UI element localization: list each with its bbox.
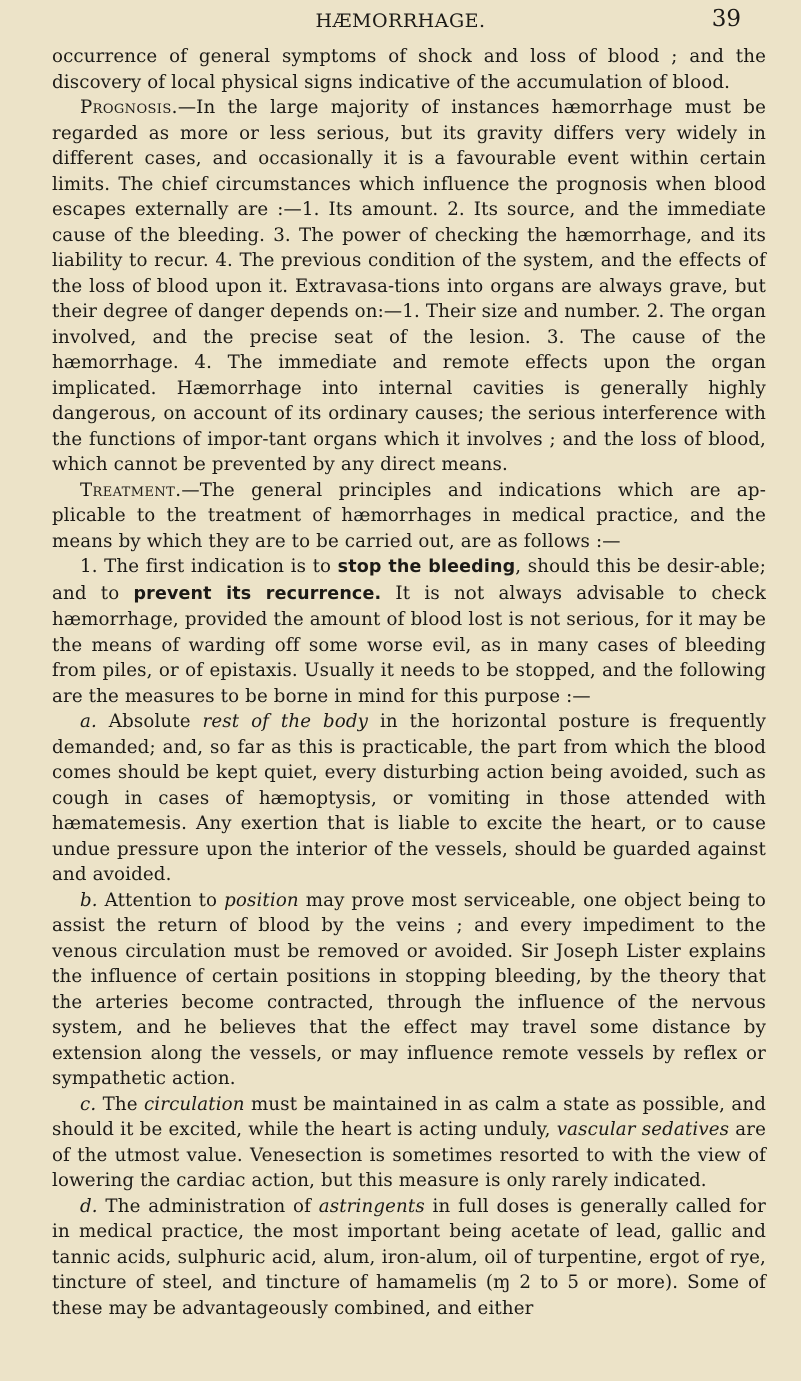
page-number: 39 xyxy=(711,6,741,32)
item-label-a: a. xyxy=(80,711,97,732)
paragraph-item-a xyxy=(52,709,766,888)
paragraph-text: in full doses is generally called for in medical practice, the most important being acetate of lead, gallic and tannic acids, sulphuric acid, alum, iron-alum, oil of turpentine, ergot of rye, tincture of steel, and tincture of hamamelis (ɱ 2 to 5 or more). Some of these may be advantageously combined, and either xyxy=(52,1195,766,1319)
italic-term: rest of the body xyxy=(202,711,369,732)
section-label-prognosis: Prognosis. xyxy=(80,97,178,118)
item-label-c: c. xyxy=(80,1093,97,1115)
paragraph-indication-1 xyxy=(52,554,766,709)
paragraph-text: must be maintained in as calm a state as possible, and should it be excited, while the heart is acting unduly, xyxy=(52,1093,766,1140)
paragraph-text: in the horizontal posture is frequently demanded; and, so far as this is practicable, the part from which the blood comes should be kept quiet, every disturbing action being avoided, such as cough in cases of hæmoptysis, or vomiting in those attended with hæmatemesis. Any exertion that is liable to excite the heart, or to cause undue pressure upon the interior of the vessels, should be guarded against and avoided. xyxy=(52,711,767,885)
italic-term: astringents xyxy=(318,1195,425,1217)
paragraph-prognosis xyxy=(52,95,766,478)
paragraph-text: 1. The first indication is to xyxy=(80,556,338,577)
item-label-b: b. xyxy=(80,889,98,911)
body-text xyxy=(52,44,766,1321)
paragraph-text: Absolute xyxy=(96,711,203,732)
paragraph-text: are of the utmost value. Venesection is sometimes resorted to with the view of lowering the cardiac action, but this measure is only rarely indicated. xyxy=(52,1119,766,1191)
paragraph-text: —The general principles and indications which are ap-plicable to the treatment of hæmorrhages in medical practice, and the means by which they are to be carried out, are as follows :— xyxy=(52,479,766,552)
paragraph-text: occurrence of general symptoms of shock and loss of blood ; and the discovery of local physical signs indicative of the accumulation of blood. xyxy=(52,46,766,93)
paragraph-text: It is not always advisable to check hæmorrhage, provided the amount of blood lost is not serious, for it may be the means of warding off some worse evil, as in many cases of bleeding from piles, or of epistaxis. Usually it needs to be stopped, and the following are the measures to be borne in mind for this purpose :— xyxy=(52,582,767,707)
paragraph-item-c xyxy=(52,1092,766,1194)
paragraph-text: may prove most serviceable, one object being to assist the return of blood by the veins ; and every impediment to the venous circulation must be removed or avoided. Sir Joseph Lister explains the influence of certain positions in stopping bleeding, by the theory that the arteries become contracted, through the influence of the nervous system, and he believes that the effect may travel some distance by extension along the vessels, or may influence remote vessels by reflex or sympathetic action. xyxy=(52,889,766,1089)
italic-term: vascular sedatives xyxy=(556,1119,730,1140)
paragraph-text: The administration of xyxy=(97,1195,319,1217)
paragraph-text: , should this be desir-able; and to xyxy=(52,556,766,604)
paragraph-continuation xyxy=(52,44,766,95)
section-label-treatment: Treatment. xyxy=(80,479,182,501)
emphasis-stop-bleeding: stop the bleeding xyxy=(337,557,516,577)
paragraph-text: —In the large majority of instances hæmorrhage must be regarded as more or less serious, but its gravity differs very widely in different cases, and occasionally it is a favourable event within certain limits. The chief circumstances which influence the prognosis when blood escapes externally are :—1. Its amount. 2. Its source, and the immediate cause of the bleeding. 3. The power of checking the hæmorrhage, and its liability to recur. 4. The previous condition of the system, and the effects of the loss of blood upon it. Extravasa-tions into organs are always grave, but their degree of danger depends on:—1. Their size and number. 2. The organ involved, and the precise seat of the lesion. 3. The cause of the hæmorrhage. 4. The immediate and remote effects upon the organ implicated. Hæmorrhage into internal cavities is generally highly dangerous, on account of its ordinary causes; the serious interference with the functions of impor-tant organs which it involves ; and the loss of blood, which cannot be prevented by any direct means. xyxy=(52,97,766,475)
italic-term: position xyxy=(224,889,299,911)
paragraph-text: Attention to xyxy=(97,889,225,911)
paragraph-text: The xyxy=(96,1093,144,1115)
item-label-d: d. xyxy=(80,1195,98,1217)
emphasis-prevent-recurrence: prevent its recurrence. xyxy=(133,583,382,604)
running-title: HÆMORRHAGE. xyxy=(315,10,486,32)
running-head xyxy=(0,6,801,42)
paragraph-item-b xyxy=(52,888,766,1092)
paragraph-item-d xyxy=(52,1194,766,1322)
paragraph-treatment xyxy=(52,478,766,555)
italic-term: circulation xyxy=(143,1093,245,1115)
